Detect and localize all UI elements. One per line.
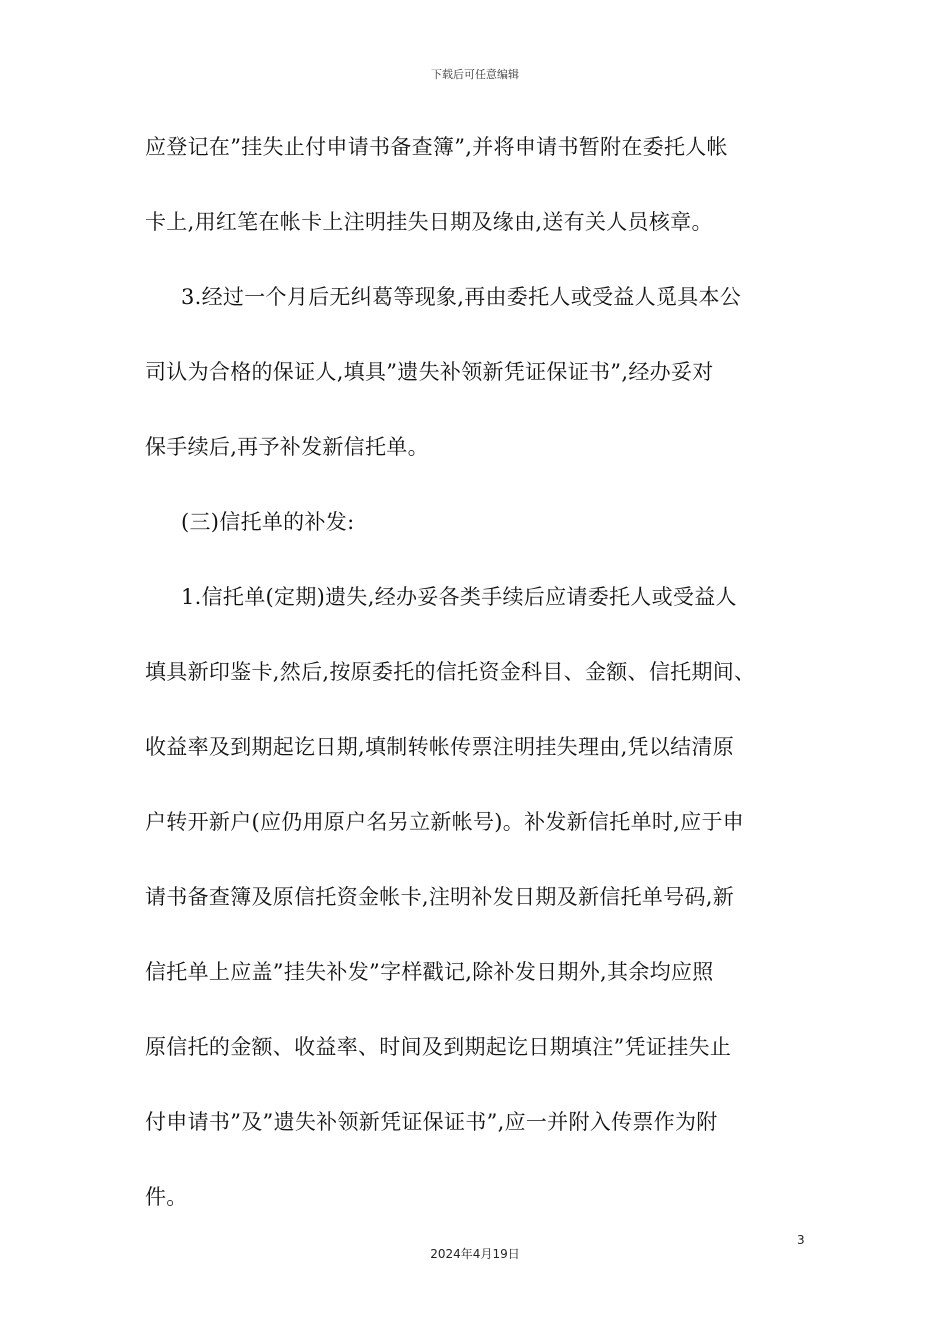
footer-date: 2024年4月19日 [430,1247,520,1261]
page-number: 3 [797,1233,805,1247]
paragraph-line: 保手续后,再予补发新信托单。 [145,435,429,459]
paragraph-line: 原信托的金额、收益率、时间及到期起讫日期填注”凭证挂失止 [145,1035,732,1059]
paragraph-line: 户转开新户(应仍用原户名另立新帐号)。补发新信托单时,应于申 [145,810,745,834]
paragraph-line: 应登记在”挂失止付申请书备查簿”,并将申请书暂附在委托人帐 [145,135,728,159]
paragraph-line: 填具新印鉴卡,然后,按原委托的信托资金科目、金额、信托期间、 [145,660,756,684]
paragraph-line: 收益率及到期起讫日期,填制转帐传票注明挂失理由,凭以结清原 [145,735,735,759]
paragraph-line: 1.信托单(定期)遗失,经办妥各类手续后应请委托人或受益人 [181,585,737,609]
body-text [145,128,825,1253]
paragraph-line: 件。 [145,1185,188,1209]
paragraph-line: 请书备查簿及原信托资金帐卡,注明补发日期及新信托单号码,新 [145,885,735,909]
paragraph-line: 付申请书”及”遗失补领新凭证保证书”,应一并附入传票作为附 [145,1110,718,1134]
section-heading: (三)信托单的补发: [181,510,355,534]
paragraph-line: 卡上,用红笔在帐卡上注明挂失日期及缘由,送有关人员核章。 [145,210,713,234]
paragraph-line: 司认为合格的保证人,填具”遗失补领新凭证保证书”,经办妥对 [145,360,714,384]
paragraph-line: 3.经过一个月后无纠葛等现象,再由委托人或受益人觅具本公 [181,285,742,309]
page-header: 下载后可任意编辑 [431,68,519,81]
paragraph-line: 信托单上应盖”挂失补发”字样戳记,除补发日期外,其余均应照 [145,960,714,984]
